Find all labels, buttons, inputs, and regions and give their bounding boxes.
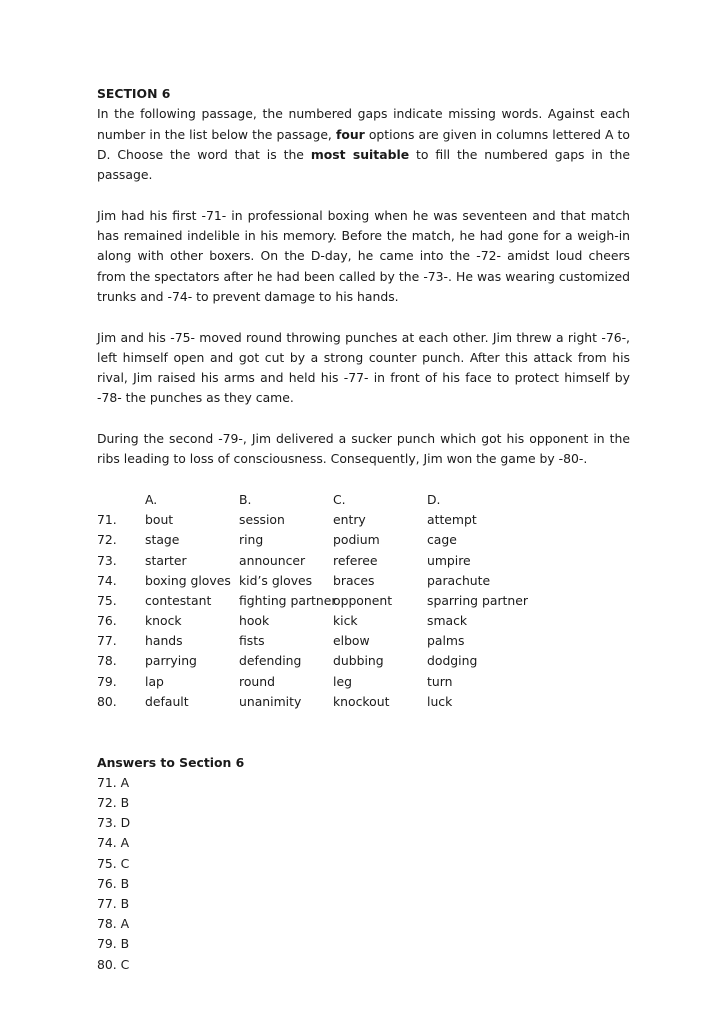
option-d: dodging — [427, 653, 478, 669]
option-row — [97, 631, 630, 651]
answer-item: 74. A — [97, 835, 130, 851]
answer-item: 80. C — [97, 956, 130, 972]
section-title: SECTION 6 — [97, 86, 171, 101]
option-b: fists — [239, 633, 265, 649]
instruction-emphasis: most suitable — [310, 146, 410, 162]
question-number: 76. — [97, 613, 117, 629]
question-number: 80. — [97, 693, 117, 709]
option-b: kid’s gloves — [239, 572, 313, 588]
option-c: knockout — [333, 693, 390, 709]
option-b: session — [239, 512, 285, 528]
option-c: referee — [333, 552, 378, 568]
option-a: lap — [145, 673, 164, 689]
answer-item: 75. C — [97, 855, 130, 871]
options-table — [97, 490, 630, 712]
answer-item: 78. A — [97, 916, 130, 932]
answers-block — [97, 753, 630, 975]
option-b: hook — [239, 613, 270, 629]
option-d: cage — [427, 532, 457, 548]
option-row — [97, 692, 630, 712]
section-content — [97, 84, 630, 975]
question-number: 74. — [97, 572, 117, 588]
answer-item: 71. A — [97, 774, 130, 790]
option-d: parachute — [427, 572, 491, 588]
option-c: entry — [333, 512, 366, 528]
option-row — [97, 591, 630, 611]
answer-item: 76. B — [97, 875, 130, 891]
option-b: ring — [239, 532, 264, 548]
column-header-a: A. — [145, 491, 158, 507]
section-instructions — [97, 104, 630, 185]
option-row — [97, 510, 630, 530]
question-number: 75. — [97, 592, 117, 608]
instruction-emphasis: four — [335, 126, 365, 142]
column-header-c: C. — [333, 491, 346, 507]
column-header-b: B. — [239, 491, 252, 507]
option-a: stage — [145, 532, 180, 548]
options-header-row — [97, 490, 630, 510]
option-b: round — [239, 673, 275, 689]
instruction-text: In the following passage, the numbered gaps indicate missing words. Against each number in the list below the passage, — [97, 106, 630, 142]
instruction-text: options are given in columns lettered A to D. Choose the word that is the — [97, 126, 630, 162]
question-number: 78. — [97, 653, 117, 669]
option-d: luck — [427, 693, 453, 709]
question-number: 72. — [97, 532, 117, 548]
option-row — [97, 571, 630, 591]
answers-title: Answers to Section 6 — [97, 754, 245, 770]
answer-item: 79. B — [97, 936, 130, 952]
question-number: 71. — [97, 512, 117, 528]
option-c: podium — [333, 532, 380, 548]
option-c: kick — [333, 613, 358, 629]
option-a: bout — [145, 512, 174, 528]
option-c: braces — [333, 572, 375, 588]
option-b: unanimity — [239, 693, 302, 709]
option-a: starter — [145, 552, 187, 568]
option-d: attempt — [427, 512, 477, 528]
option-d: smack — [427, 613, 468, 629]
option-row — [97, 551, 630, 571]
option-a: knock — [145, 613, 182, 629]
option-row — [97, 530, 630, 550]
option-a: contestant — [145, 592, 212, 608]
passage-paragraph-2: Jim and his -75- moved round throwing punches at each other. Jim threw a right -76-, left himself open and got cut by a strong counter punch. After this attack from his rival, Jim raised his arms and held his -77- in front of his face to protect himself by -78- the punches as they came. — [97, 329, 630, 406]
instruction-text: to fill the numbered gaps in the passage. — [97, 146, 630, 183]
option-c: leg — [333, 673, 352, 689]
question-number: 79. — [97, 673, 117, 689]
passage-paragraph-1: Jim had his first -71- in professional boxing when he was seventeen and that match has remained indelible in his memory. Before the match, he had gone for a weigh-in along with other boxers. On the D-day, he came into the -72- amidst loud cheers from the spectators after he had been called by the -73-. He was wearing customized trunks and -74- to prevent damage to his hands. — [97, 207, 630, 304]
option-row — [97, 611, 630, 631]
passage-paragraph-3: During the second -79-, Jim delivered a sucker punch which got his opponent in the ribs leading to loss of consciousness. Consequently, Jim won the game by -80-. — [97, 431, 630, 467]
option-c: dubbing — [333, 653, 384, 669]
answer-item: 73. D — [97, 815, 131, 831]
option-row — [97, 672, 630, 692]
answer-item: 77. B — [97, 896, 130, 912]
option-b: fighting partner — [239, 592, 337, 608]
column-header-d: D. — [427, 491, 441, 507]
option-d: palms — [427, 633, 465, 649]
option-d: sparring partner — [427, 592, 528, 608]
option-a: default — [145, 693, 189, 709]
option-d: turn — [427, 673, 453, 689]
option-a: hands — [145, 633, 183, 649]
option-b: defending — [239, 653, 302, 669]
option-a: parrying — [145, 653, 197, 669]
option-c: elbow — [333, 633, 370, 649]
option-c: opponent — [333, 592, 393, 608]
question-number: 73. — [97, 552, 117, 568]
option-row — [97, 651, 630, 671]
option-a: boxing gloves — [145, 572, 231, 588]
question-number: 77. — [97, 633, 117, 649]
option-b: announcer — [239, 552, 306, 568]
option-d: umpire — [427, 552, 471, 568]
answer-item: 72. B — [97, 795, 130, 811]
